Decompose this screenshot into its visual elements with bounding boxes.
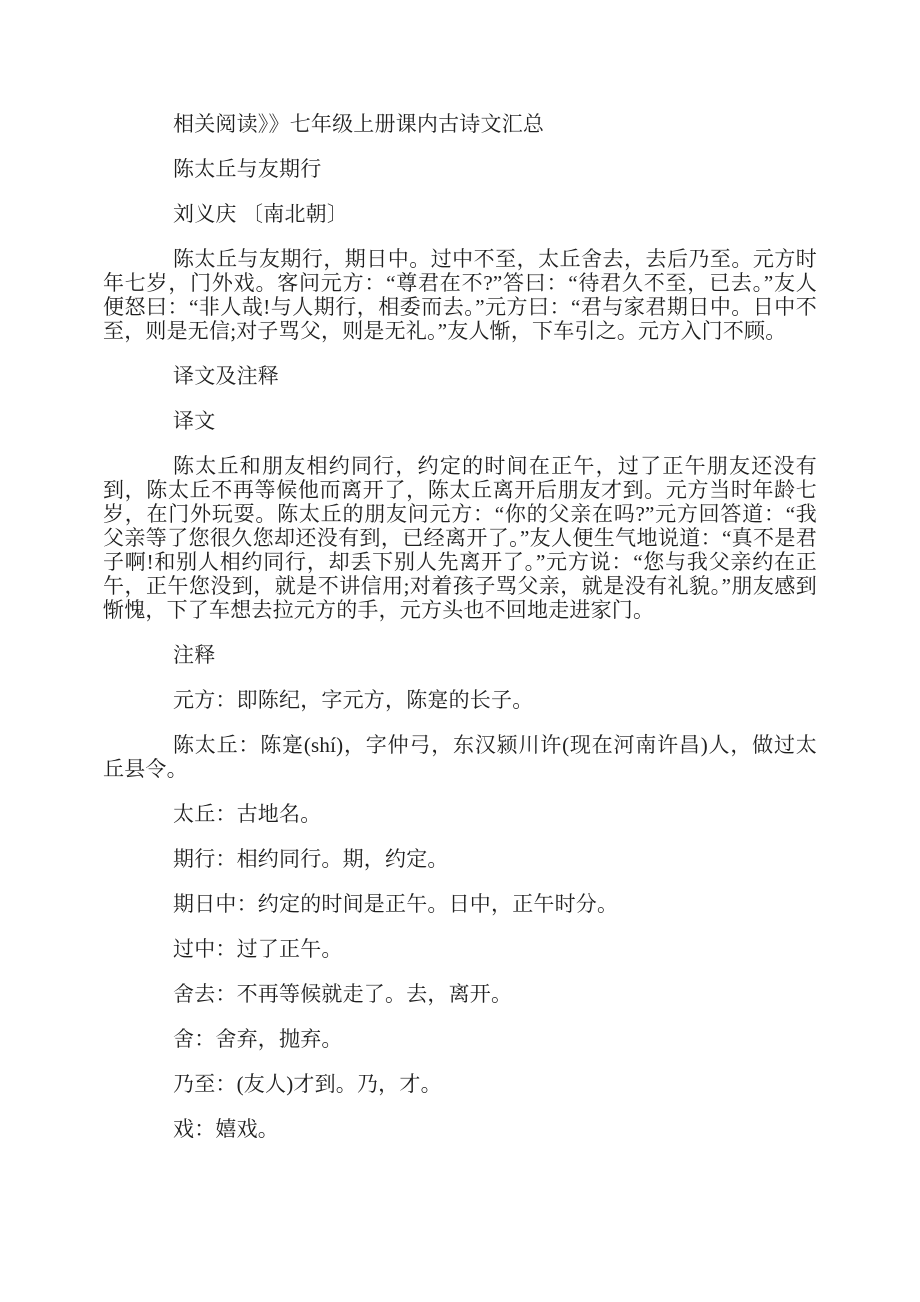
note-item: 陈太丘：陈寔(shí)，字仲弓，东汉颍川许(现在河南许昌)人，做过太丘县令。 <box>103 733 817 781</box>
note-item: 过中：过了正午。 <box>173 937 343 961</box>
document-title: 陈太丘与友期行 <box>173 157 322 181</box>
section-heading-translation: 译文 <box>173 409 216 433</box>
section-heading-translation-and-notes: 译文及注释 <box>173 364 279 388</box>
header-line: 相关阅读》》七年级上册课内古诗文汇总 <box>173 112 545 136</box>
author-line: 刘义庆 〔南北朝〕 <box>173 202 349 226</box>
note-item: 乃至：(友人)才到。乃，才。 <box>173 1072 442 1096</box>
note-item: 元方：即陈纪，字元方，陈寔的长子。 <box>173 688 534 712</box>
note-item: 太丘：古地名。 <box>173 802 322 826</box>
note-item: 舍去：不再等候就走了。去，离开。 <box>173 982 513 1006</box>
note-item: 期日中：约定的时间是正午。日中，正午时分。 <box>173 892 619 916</box>
note-item: 戏：嬉戏。 <box>173 1117 279 1141</box>
translation-paragraph: 陈太丘和朋友相约同行，约定的时间在正午，过了正午朋友还没有到，陈太丘不再等候他而离开了，陈太丘离开后朋友才到。元方当时年龄七岁，在门外玩耍。陈太丘的朋友问元方：“你的父亲在吗?”元方回答道：“我父亲等了您很久您却还没有到，已经离开了。”友人便生气地说道：“真不是君子啊!和别人相约同行，却丢下别人先离开了。”元方说：“您与我父亲约在正午，正午您没到，就是不讲信用;对着孩子骂父亲，就是没有礼貌。”朋友感到惭愧，下了车想去拉元方的手，元方头也不回地走进家门。 <box>103 454 817 622</box>
note-item: 期行：相约同行。期，约定。 <box>173 847 449 871</box>
original-text-paragraph: 陈太丘与友期行，期日中。过中不至，太丘舍去，去后乃至。元方时年七岁，门外戏。客问元方：“尊君在不?”答曰：“待君久不至，已去。”友人便怒曰：“非人哉!与人期行，相委而去。”元方曰：“君与家君期日中。日中不至，则是无信;对子骂父，则是无礼。”友人惭，下车引之。元方入门不顾。 <box>103 247 817 343</box>
note-item: 舍：舍弃，抛弃。 <box>173 1027 343 1051</box>
section-heading-notes: 注释 <box>173 643 216 667</box>
